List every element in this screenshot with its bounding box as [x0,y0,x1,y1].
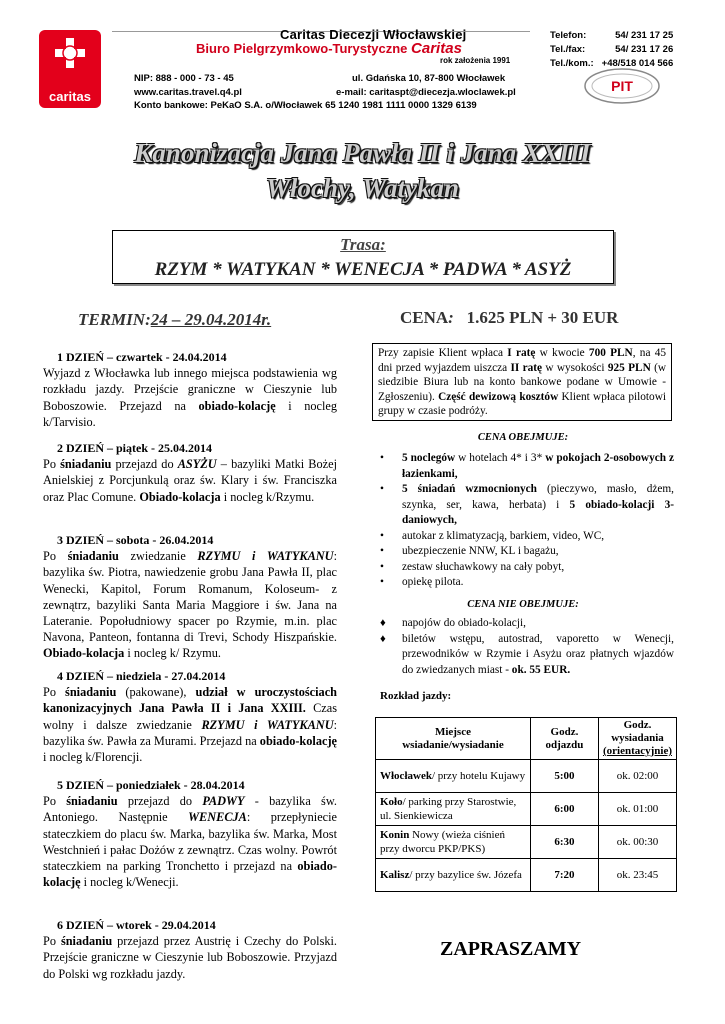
list-item: • autokar z klimatyzacją, barkiem, video, WC, [378,529,674,545]
schedule-title: Rozkład jazdy: [380,690,452,702]
diamond-bullet-icon: ♦ [380,617,386,629]
office-name: Biuro Pielgrzymkowo-Turystyczne Caritas [196,40,462,57]
route-stops: RZYM * WATYKAN * WENECJA * PADWA * ASYŻ [154,259,572,280]
list-item: • ubezpieczenie NNW, KL i bagażu, [378,544,674,560]
nip: NIP: 888 - 000 - 73 - 45 [134,73,234,84]
list-item: ♦ biletów wstępu, autostrad, vaporetto w Wenecji, przewodników w Rzymie i Asyżu oraz płatnych wjazdów do zwiedzanych miast - ok. 55 EUR. [380,632,674,676]
bullet-icon: • [380,483,384,495]
route-box [112,230,614,284]
founded-year: rok założenia 1991 [440,56,511,65]
table-row: Włocławek/ przy hotelu Kujawy 5:00 ok. 02:00 [376,760,677,793]
day-6: 6 DZIEŃ – wtorek - 29.04.2014 Po śniadaniu przejazd przez Austrię i Czechy do Polski. Przejście graniczne w Cieszynie lub Boboszowie. Przyjazd do Polski wg rozkładu jazdy. [43,918,338,981]
price: CENA: 1.625 PLN + 30 EUR [400,308,619,327]
day-4: 4 DZIEŃ – niedziela - 27.04.2014 Po śniadaniu (pakowane), udział w uroczystościach kanonizacyjnych Jana Pawła II i Jana XXIII. Czas wolny i dalsze zwiedzanie RZYMU i WATYKANU: bazylika św. Pawła za Murami. Przejazd na obiado-kolację i nocleg k/Florencji. [43,669,337,765]
closing-invitation: ZAPRASZAMY [440,938,582,960]
email-link[interactable]: e-mail: caritaspt@diecezja.wloclawek.pl [336,87,516,98]
schedule-table [375,717,677,892]
day-3: 3 DZIEŃ – sobota - 26.04.2014 Po śniadaniu zwiedzanie RZYMU i WATYKANU: bazylika św. Piotra, nawiedzenie grobu Jana Pawła II, plac Wenecki, Kapitol, Forum Romanum, Koloseum- z zewnątrz, bazyliki Santa Maria Maggiore i św. Jana na Lateranie. Popołudniowy spacer po Rzymie, m.in. plac Navona, Panteon, fontanna di Trevi, Schody Hiszpańskie. Obiado-kolacja i nocleg k/ Rzymu. [43,533,337,661]
column-header: Godz. wysiadania (orientacyjnie) [598,718,676,760]
list-item: • 5 noclegów w hotelach 4* i 3* w pokojach 2-osobowych z łazienkami, [380,452,675,480]
pit-logo [582,66,662,106]
pit-logo-text: PIT [611,78,633,94]
bank-account: Konto bankowe: PeKaO S.A. o/Włocławek 65 1240 1981 1111 0000 1329 6139 [134,100,477,111]
includes-heading: CENA OBEJMUJE: [477,432,569,443]
table-row: Konin Nowy (wieża ciśnień przy dworcu PKP/PKS) 6:30 ok. 00:30 [376,826,677,859]
bullet-icon: • [380,576,384,588]
column-header: Miejsce wsiadanie/wysiadanie [376,718,531,760]
org-name: Caritas Diecezji Włocławskiej [280,27,467,42]
caritas-logo [39,30,101,108]
list-item: • zestaw słuchawkowy na cały pobyt, [378,560,674,576]
table-row: Koło/ parking przy Starostwie, ul. Sienkiewicza 6:00 ok. 01:00 [376,793,677,826]
address: ul. Gdańska 10, 87-800 Włocławek [352,73,506,84]
page-title: Kanonizacja Jana Pawła II i Jana XXIII [134,138,591,168]
excludes-list [378,616,674,678]
cross-icon [55,38,85,68]
list-item: • opiekę pilota. [378,575,674,591]
day-2: 2 DZIEŃ – piątek - 25.04.2014 Po śniadaniu przejazd do ASYŻU – bazyliki Matki Bożej Anielskiej z Porcjunkulą oraz św. Klary i św. Franciszka oraz Plac Comune. Obiado-kolacja i nocleg k/Rzymu. [43,441,337,504]
bullet-icon: • [380,545,384,557]
day-1: 1 DZIEŃ – czwartek - 24.04.2014 Wyjazd z Włocławka lub innego miejsca podstawienia wg rozkładu jazdy. Przejście graniczne w Cieszynie lub Boboszowie. Przejazd na obiado-kolację i nocleg k/Tarvisio. [43,350,337,429]
payment-box: Przy zapisie Klient wpłaca I ratę w kwocie 700 PLN, na 45 dni przed wyjazdem uiszcza II ratę w wysokości 925 PLN (w siedzibie Biura lub na konto bankowe podane w Umowie - Zgłoszeniu). Część dewizową kosztów Klient wpłaca pilotowi grupy w czasie podróży. [372,343,672,421]
contact-table: Telefon: 54/ 231 17 25 Tel./fax: 54/ 231 17 26 Tel./kom.: +48/518 014 566 [550,30,674,69]
table-row: Kalisz/ przy bazylice św. Józefa 7:20 ok. 23:45 [376,859,677,892]
bullet-icon: • [380,452,384,464]
bullet-icon: • [380,529,384,542]
logo-text: caritas [49,89,91,104]
website-link[interactable]: www.caritas.travel.q4.pl [134,87,242,98]
list-item: • 5 śniadań wzmocnionych (pieczywo, masło, dżem, szynka, ser, kawa, herbata) i 5 obiado-kolacji 3-daniowych, [380,483,674,526]
day-5: 5 DZIEŃ – poniedziałek - 28.04.2014 Po śniadaniu przejazd do PADWY - bazylika św. Antoniego. Następnie WENECJA: przepłyniecie stateczkiem do placu św. Marka, bazylika św. Marka, Most Westchnień i pałac Dożów z zewnątrz. Czas wolny. Powrót stateczkiem na parking Tronchetto i przejazd na obiado-kolację i nocleg k/Wenecji. [43,778,338,890]
list-item: ♦ napojów do obiado-kolacji, [378,616,674,632]
route-label: Trasa: [340,235,386,254]
page-subtitle: Włochy, Watykan [265,173,459,203]
includes-list [378,451,674,591]
excludes-heading: CENA NIE OBEJMUJE: [467,599,579,610]
diamond-bullet-icon: ♦ [380,632,386,645]
column-header: Godz. odjazdu [530,718,598,760]
bullet-icon: • [380,560,384,573]
term: TERMIN:24 – 29.04.2014r. [78,310,272,329]
